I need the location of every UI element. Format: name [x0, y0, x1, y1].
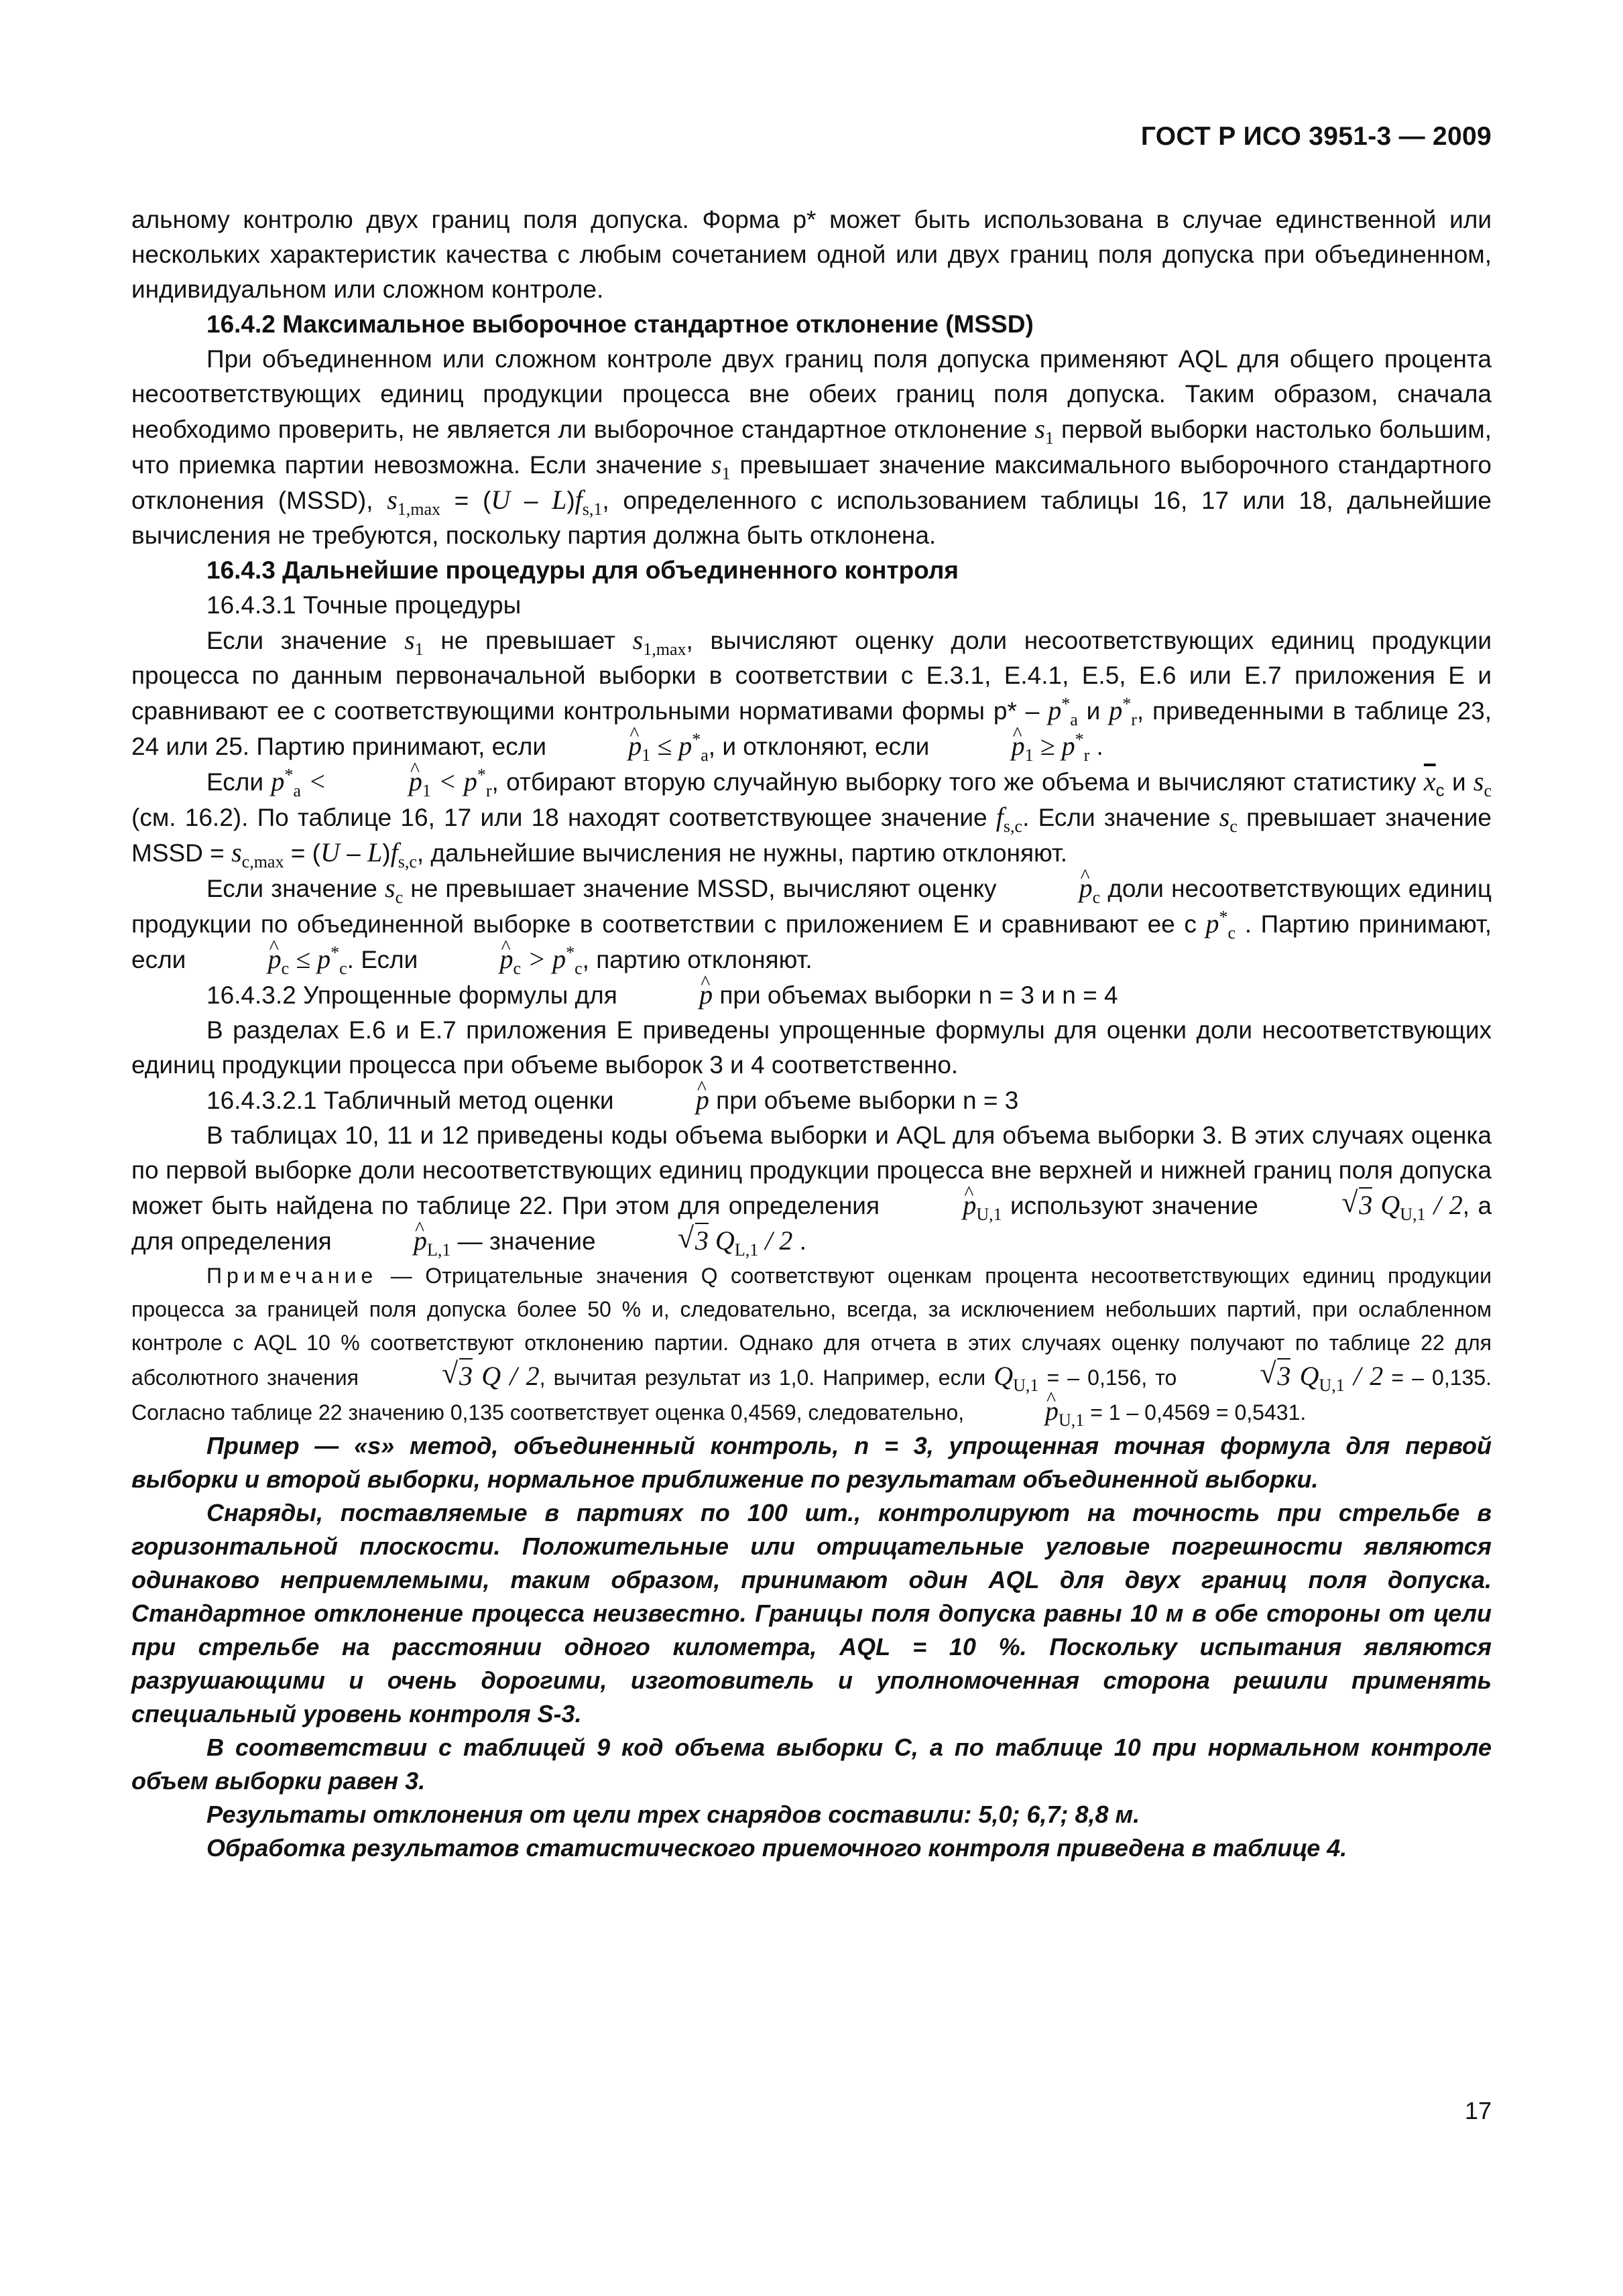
- subsection-heading-16-4-3-2: 16.4.3.2 Упрощенные формулы для ^ p при объемах выборки n = 3 и n = 4: [131, 977, 1492, 1013]
- example-paragraph: Результаты отклонения от цели трех снарядов составили: 5,0; 6,7; 8,8 м.: [206, 1801, 1140, 1828]
- document-header: ГОСТ Р ИСО 3951-3 — 2009: [1140, 122, 1492, 151]
- paragraph: При объединенном или сложном контроле двух границ поля допуска применяют AQL для общего процента несоответствующих единиц продукции процесса вне обеих границ поля допуска. Таким образом, сначала необходимо проверить, не является ли выборочное стандартное отклонение $s_1$ первой выборки настолько большим, что приемка партии невозможна. Если значение $s_1$ превышает значение максимального выборочного стандартного отклонения (MSSD), $s_{1,max} = (U - L)f_{s,1}$, определенного с использованием таблицы 16, 17 или 18, дальнейшие вычисления не требуются, поскольку партия должна быть отклонена.: [131, 345, 1492, 549]
- paragraph: В таблицах 10, 11 и 12 приведены коды объема выборки и AQL для объема выборки 3. В этих случаях оценка по первой выборке доли несоответствующих единиц продукции процесса вне верхней и нижней границ поля допуска может быть найдена по таблице 22. При этом для определения ^ $p_{U,1}$ используют значение √ 3 $Q_{U,1} / 2$, а для определения ^ $p_{L,1}$ — значение √ 3 $Q_{L,1} / 2$ .: [131, 1118, 1492, 1259]
- page-number: 17: [1464, 2097, 1492, 2124]
- note-paragraph: Примечание — Отрицательные значения Q соответствуют оценкам процента несоответствующих единиц продукции процесса за границей поля допуска более 50 % и, следовательно, всегда, за исключением небольших партий, при ослабленном контроле с AQL 10 % соответствуют отклонению партии. Однако для отчета в этих случаях оценку получают по таблице 22 для абсолютного значения √ 3 Q / 2, вычитая результат из 1,0. Например, если $Q_{U,1}$ = – 0,156, то √ 3 $Q_{U,1} / 2$ = – 0,135. Согласно таблице 22 значению 0,135 соответствует оценка 0,4569, следовательно, ^ $p_{U,1} = 1 - 0,4569 = 0,5431$.: [131, 1259, 1492, 1429]
- section-heading-16-4-2: 16.4.2 Максимальное выборочное стандартное отклонение (MSSD): [206, 310, 1034, 338]
- note-label: Примечание: [206, 1264, 378, 1288]
- subsection-heading-16-4-3-1: 16.4.3.1 Точные процедуры: [206, 591, 522, 619]
- paragraph: альному контролю двух границ поля допуска. Форма p* может быть использована в случае единственной или нескольких характеристик качества с любым сочетанием одной или двух границ поля допуска при объединенном, индивидуальном или сложном контроле.: [131, 206, 1492, 303]
- example-paragraph: Пример — «s» метод, объединенный контроль, n = 3, упрощенная точная формула для первой выборки и второй выборки, нормальное приближение по результатам объединенной выборки.: [131, 1432, 1492, 1493]
- paragraph: Если значение $s_1$ не превышает $s_{1,max}$, вычисляют оценку доли несоответствующих единиц продукции процесса по данным первоначальной выборки в соответствии с Е.3.1, Е.4.1, Е.5, Е.6 или Е.7 приложения Е и сравнивают ее с соответствующими контрольными нормативами формы $p* - p^*_a$ и $p^*_r$, приведенными в таблице 23, 24 или 25. Партию принимают, если ^ $p_1 \le p^*_a$, и отклоняют, если ^ $p_1 \ge p^*_r$ .: [131, 623, 1492, 764]
- paragraph: Если значение $s_c$ не превышает значение MSSD, вычисляют оценку ^ $p_c$ доли несоответствующих единиц продукции по объединенной выборке в соответствии с приложением Е и сравнивают ее с $p^*_c$ . Партию принимают, если ^ $p_c \le p^*_c$. Если ^ $p_c > p^*_c$, партию отклоняют.: [131, 871, 1492, 977]
- example-paragraph: Снаряды, поставляемые в партиях по 100 шт., контролируют на точность при стрельбе в горизонтальной плоскости. Положительные или отрицательные угловые погрешности являются одинаково неприемлемыми, таким образом, принимают один AQL для двух границ поля допуска. Стандартное отклонение процесса неизвестно. Границы поля допуска равны 10 м в обе стороны от цели при стрельбе на расстоянии одного километра, AQL = 10 %. Поскольку испытания являются разрушающими и очень дорогими, изготовитель и уполномоченная сторона решили применять специальный уровень контроля S-3.: [131, 1499, 1492, 1728]
- example-paragraph: Обработка результатов статистического приемочного контроля приведена в таблице 4.: [206, 1834, 1347, 1862]
- section-heading-16-4-3: 16.4.3 Дальнейшие процедуры для объединенного контроля: [206, 556, 959, 584]
- document-body: [131, 202, 1492, 1865]
- paragraph: Если $p^*_a$ < ^ $p_1 < p^*_r$, отбирают вторую случайную выборку того же объема и вычисляют статистику $\overline{x}_c$ и $s_c$ (см. 16.2). По таблице 16, 17 или 18 находят соответствующее значение $f_{s,c}$. Если значение $s_c$ превышает значение MSSD = $s_{c,max} = (U - L)f_{s,c}$, дальнейшие вычисления не нужны, партию отклоняют.: [131, 764, 1492, 871]
- paragraph: В разделах Е.6 и Е.7 приложения Е приведены упрощенные формулы для оценки доли несоответствующих единиц продукции процесса при объеме выборок 3 и 4 соответственно.: [131, 1016, 1492, 1079]
- example-paragraph: В соответствии с таблицей 9 код объема выборки С, а по таблице 10 при нормальном контроле объем выборки равен 3.: [131, 1734, 1492, 1795]
- subsection-heading-16-4-3-2-1: 16.4.3.2.1 Табличный метод оценки ^ p при объеме выборки n = 3: [131, 1083, 1492, 1118]
